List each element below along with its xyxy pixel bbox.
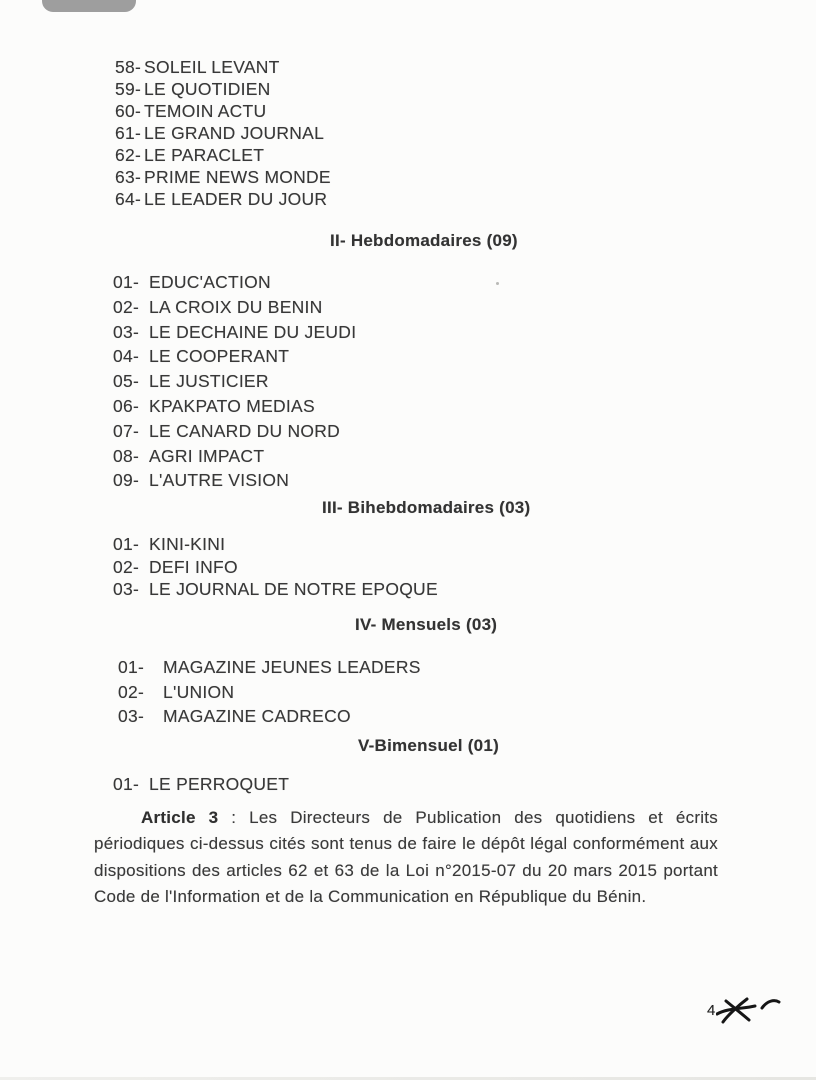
- list-item: [113, 773, 289, 795]
- list-item: [113, 533, 438, 556]
- section-heading-bimensuel: V-Bimensuel (01): [358, 736, 499, 755]
- list-item: [113, 556, 438, 579]
- item-title: SOLEIL LEVANT: [144, 57, 280, 77]
- section-heading-mensuels: IV- Mensuels (03): [355, 615, 498, 634]
- list-item: [113, 344, 356, 369]
- item-number: 02-: [113, 296, 140, 317]
- section-heading-bihebdomadaires: III- Bihebdomadaires (03): [322, 498, 531, 517]
- item-number: 64-: [115, 189, 142, 209]
- list-bihebdomadaires: [113, 533, 438, 601]
- list-item: [113, 578, 438, 601]
- list-item: [113, 444, 356, 469]
- item-title: LE GRAND JOURNAL: [144, 123, 325, 143]
- item-number: 08-: [113, 445, 140, 466]
- item-title: KINI-KINI: [149, 534, 226, 554]
- article-3-label: Article 3: [141, 808, 219, 827]
- item-number: 07-: [113, 420, 140, 441]
- item-title: L'AUTRE VISION: [149, 470, 290, 491]
- item-number: 63-: [115, 167, 142, 187]
- item-number: 01-: [113, 272, 140, 292]
- list-item: [118, 655, 421, 680]
- item-title: TEMOIN ACTU: [144, 101, 267, 121]
- item-number: 03-: [118, 706, 145, 727]
- list-item: [115, 144, 331, 166]
- list-item: [115, 122, 331, 144]
- item-title: PRIME NEWS MONDE: [144, 167, 331, 187]
- scan-speck: [496, 282, 499, 285]
- item-title: LA CROIX DU BENIN: [149, 296, 323, 317]
- list-item: [115, 188, 331, 210]
- item-title: LE JUSTICIER: [149, 371, 269, 392]
- item-title: DEFI INFO: [149, 556, 238, 577]
- item-title: EDUC'ACTION: [149, 272, 271, 292]
- item-title: LE PERROQUET: [149, 774, 290, 794]
- list-item: [115, 100, 331, 122]
- item-number: 58-: [115, 57, 142, 77]
- handwritten-paraph-signature: [716, 993, 782, 1033]
- item-title: AGRI IMPACT: [149, 445, 265, 466]
- page-number: 4: [707, 1002, 716, 1019]
- item-number: 61-: [115, 123, 142, 143]
- item-number: 06-: [113, 395, 140, 416]
- item-number: 02-: [118, 681, 145, 702]
- item-title: LE JOURNAL DE NOTRE EPOQUE: [149, 579, 438, 600]
- list-item: [115, 78, 331, 100]
- list-item: [113, 270, 356, 295]
- list-item: [113, 394, 356, 419]
- list-item: [113, 468, 356, 493]
- article-3-text: : Les Directeurs de Publication des quotidiens et écrits périodiques ci-dessus cités sont tenus de faire le dépôt légal conformément aux dispositions des articles 62 et 63 de la Loi n°2015-07 du 20 mars 2015 portant Code de l'Information et de la Communication en République du Bénin.: [94, 808, 718, 907]
- item-title: LE CANARD DU NORD: [149, 420, 340, 441]
- item-number: 03-: [113, 321, 140, 342]
- item-title: KPAKPATO MEDIAS: [149, 395, 315, 416]
- item-number: 09-: [113, 470, 140, 491]
- list-hebdomadaires: [113, 270, 356, 493]
- item-title: MAGAZINE JEUNES LEADERS: [163, 657, 421, 677]
- list-item: [115, 166, 331, 188]
- item-number: 04-: [113, 346, 140, 367]
- list-item: [113, 369, 356, 394]
- list-item: [115, 56, 331, 78]
- item-number: 05-: [113, 371, 140, 392]
- overlay-pill-button[interactable]: [42, 0, 136, 12]
- item-title: LE PARACLET: [144, 145, 265, 165]
- item-title: LE QUOTIDIEN: [144, 79, 271, 99]
- item-number: 59-: [115, 79, 142, 99]
- list-item: [118, 704, 421, 729]
- item-number: 01-: [113, 534, 140, 554]
- item-number: 02-: [113, 556, 140, 577]
- list-quotidiens-58-64: [115, 56, 331, 210]
- item-title: LE DECHAINE DU JEUDI: [149, 321, 357, 342]
- item-title: MAGAZINE CADRECO: [163, 706, 351, 727]
- list-item: [113, 419, 356, 444]
- section-heading-hebdomadaires: II- Hebdomadaires (09): [330, 231, 518, 250]
- list-mensuels: [118, 655, 421, 729]
- list-bimensuel: [113, 773, 289, 795]
- item-number: 60-: [115, 101, 142, 121]
- list-item: [113, 295, 356, 320]
- item-number: 01-: [113, 774, 140, 794]
- item-title: LE LEADER DU JOUR: [144, 189, 328, 209]
- list-item: [118, 680, 421, 705]
- item-number: 62-: [115, 145, 142, 165]
- item-number: 01-: [118, 657, 145, 677]
- list-item: [113, 320, 356, 345]
- article-3-paragraph: [94, 805, 718, 911]
- item-title: LE COOPERANT: [149, 346, 290, 367]
- item-number: 03-: [113, 579, 140, 600]
- item-title: L'UNION: [163, 681, 235, 702]
